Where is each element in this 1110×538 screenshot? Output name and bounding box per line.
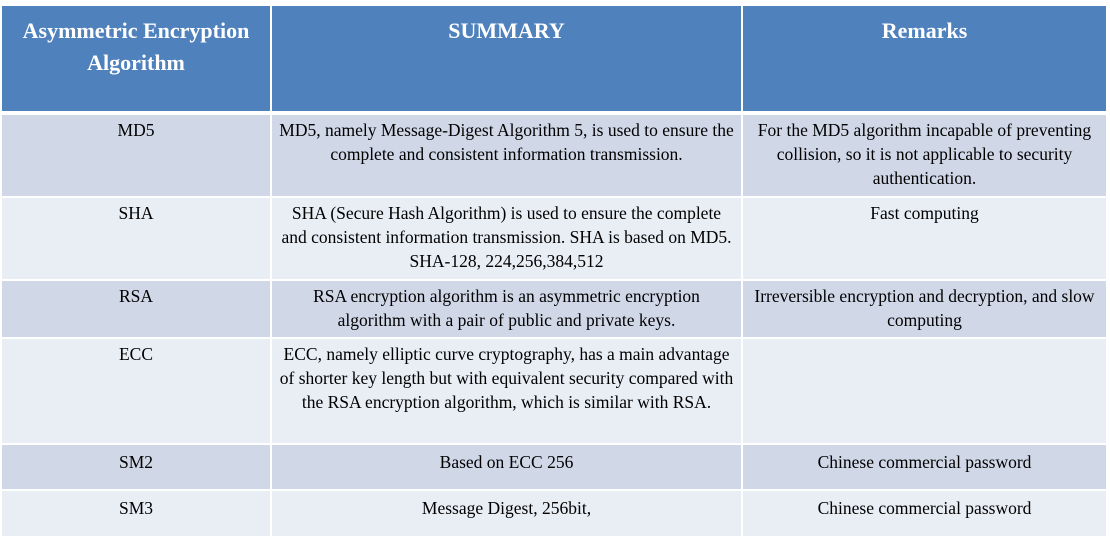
cell-algorithm: MD5	[1, 113, 271, 197]
table-row	[1, 113, 1107, 197]
cell-algorithm: SHA	[1, 197, 271, 280]
header-remarks: Remarks	[742, 5, 1107, 113]
cell-remarks: Chinese commercial password	[742, 490, 1107, 537]
table-row	[1, 197, 1107, 280]
cell-remarks: Irreversible encryption and decryption, and slow computing	[742, 280, 1107, 338]
cell-summary: ECC, namely elliptic curve cryptography, has a main advantage of shorter key length but with equivalent security compared with the RSA encryption algorithm, which is similar with RSA.	[271, 338, 742, 444]
header-algorithm: Asymmetric Encryption Algorithm	[1, 5, 271, 113]
table-row	[1, 280, 1107, 338]
cell-algorithm: SM3	[1, 490, 271, 537]
cell-summary: Based on ECC 256	[271, 444, 742, 490]
cell-summary: Message Digest, 256bit,	[271, 490, 742, 537]
header-summary: SUMMARY	[271, 5, 742, 113]
cell-summary: MD5, namely Message-Digest Algorithm 5, is used to ensure the complete and consistent information transmission.	[271, 113, 742, 197]
cell-summary: SHA (Secure Hash Algorithm) is used to ensure the complete and consistent information transmission. SHA is based on MD5. SHA-128, 224,256,384,512	[271, 197, 742, 280]
cell-remarks: Chinese commercial password	[742, 444, 1107, 490]
cell-remarks: For the MD5 algorithm incapable of preventing collision, so it is not applicable to security authentication.	[742, 113, 1107, 197]
algorithm-table	[0, 4, 1108, 538]
cell-remarks	[742, 338, 1107, 444]
table-header-row	[1, 5, 1107, 113]
algorithm-table-container	[0, 4, 1106, 538]
cell-summary: RSA encryption algorithm is an asymmetric encryption algorithm with a pair of public and private keys.	[271, 280, 742, 338]
table-row	[1, 490, 1107, 537]
table-row	[1, 444, 1107, 490]
cell-algorithm: ECC	[1, 338, 271, 444]
table-row	[1, 338, 1107, 444]
cell-algorithm: RSA	[1, 280, 271, 338]
cell-remarks: Fast computing	[742, 197, 1107, 280]
cell-algorithm: SM2	[1, 444, 271, 490]
